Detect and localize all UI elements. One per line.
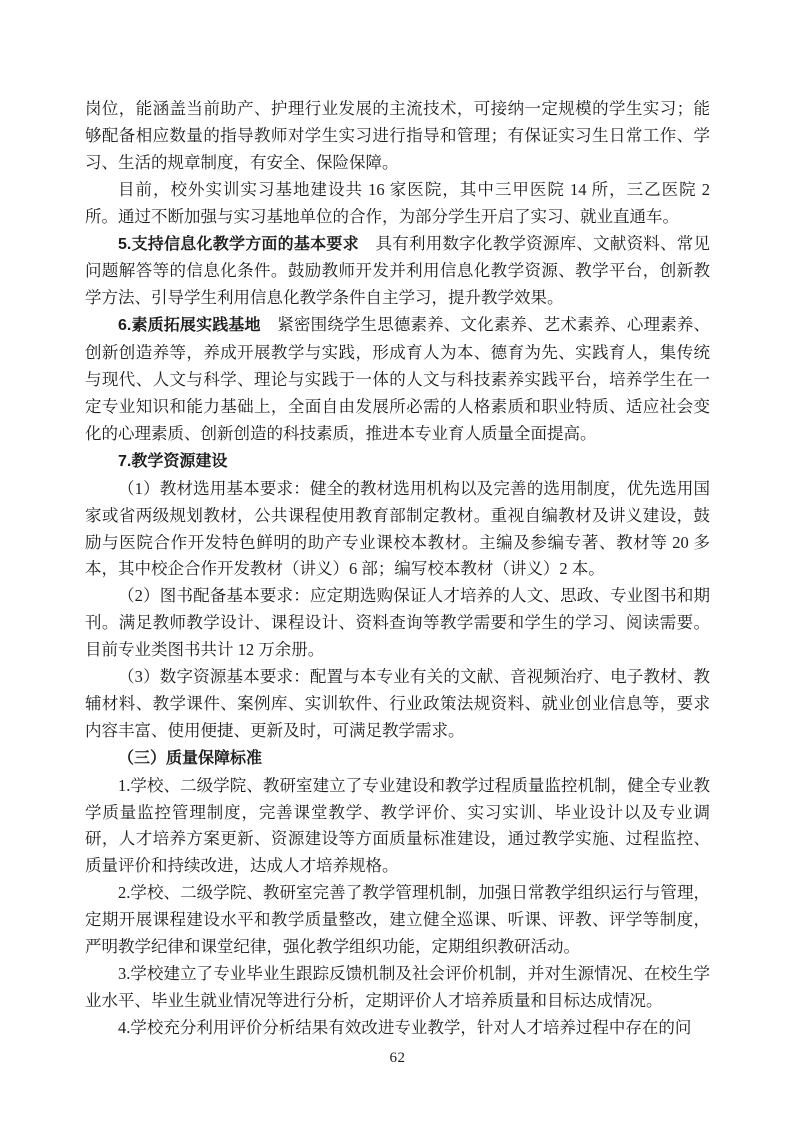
paragraph-quality-heading [85, 745, 710, 773]
quality-assurance-heading: （三）质量保障标准 [118, 749, 263, 767]
paragraph-section-6 [85, 312, 710, 448]
paragraph-quality-2 [85, 880, 710, 961]
paragraph-quality-3 [85, 961, 710, 1015]
paragraph-text: 目前，校外实训实习基地建设共 16 家医院，其中三甲医院 14 所，三乙医院 2 所。通过不断加强与实习基地单位的合作，为部分学生开启了实习、就业直通车。 [85, 179, 710, 226]
paragraph-textbook-selection [85, 476, 710, 584]
paragraph-text: 2.学校、二级学院、教研室完善了教学管理机制，加强日常教学组织运行与管理，定期开展课程建设水平和教学质量整改，建立健全巡课、听课、评教、评学等制度，严明教学纪律和课堂纪律，强化教学组织功能，定期组织教研活动。 [85, 883, 710, 957]
paragraph-section-7 [85, 448, 710, 476]
paragraph-quality-4 [85, 1015, 710, 1042]
paragraph-training-bases [85, 177, 710, 231]
paragraph-text: 4.学校充分利用评价分析结果有效改进专业教学，针对人才培养过程中存在的问 [118, 1017, 692, 1037]
page-number: 62 [389, 1049, 406, 1066]
paragraph-quality-1 [85, 773, 710, 881]
section-7-heading: 7.教学资源建设 [118, 452, 228, 470]
paragraph-text: 1.学校、二级学院、教研室建立了专业建设和教学过程质量监控机制，健全专业教学质量监控管理制度，完善课堂教学、教学评价、实习实训、毕业设计以及专业调研，人才培养方案更新、资源建设等方面质量标准建设，通过教学实施、过程监控、质量评价和持续改进，达成人才培养规格。 [85, 775, 710, 876]
paragraph-text: 具有利用数字化教学资源库、文献资料、常见问题解答等的信息化条件。鼓励教师开发并利用信息化教学资源、教学平台，创新教学方法、引导学生利用信息化教学条件自主学习，提升教学效果。 [85, 233, 710, 308]
section-6-heading: 6.素质拓展实践基地 [118, 317, 261, 335]
paragraph-library-books [85, 583, 710, 664]
paragraph-continuation [85, 96, 710, 177]
paragraph-text: （2）图书配备基本要求：应定期选购保证人才培养的人文、思政、专业图书和期刊。满足教师教学设计、课程设计、资料查询等教学需要和学生的学习、阅读需要。目前专业类图书共计 12 万余册。 [85, 586, 710, 660]
paragraph-text: （3）数字资源基本要求：配置与本专业有关的文献、音视频治疗、电子教材、教辅材料、教学课件、案例库、实训软件、行业政策法规资料、就业创业信息等，要求内容丰富、使用便捷、更新及时，可满足教学需求。 [85, 667, 710, 740]
paragraph-text: 紧密围绕学生思德素养、文化素养、艺术素养、心理素养、创新创造养等，养成开展教学与实践，形成育人为本、德育为先、实践育人，集传统与现代、人文与科学、理论与实践于一体的人文与科技素养实践平台，培养学生在一定专业知识和能力基础上，全面自由发展所必需的人格素质和职业特质、适应社会变化的心理素质、创新创造的科技素质，推进本专业育人质量全面提高。 [85, 315, 710, 443]
paragraph-section-5 [85, 231, 710, 313]
paragraph-text: 3.学校建立了专业毕业生跟踪反馈机制及社会评价机制，并对生源情况、在校生学业水平、毕业生就业情况等进行分析，定期评价人才培养质量和目标达成情况。 [85, 964, 710, 1010]
paragraph-text: 岗位，能涵盖当前助产、护理行业发展的主流技术，可接纳一定规模的学生实习；能够配备相应数量的指导教师对学生实习进行指导和管理；有保证实习生日常工作、学习、生活的规章制度，有安全、保险保障。 [85, 99, 710, 172]
paragraph-text: （1）教材选用基本要求：健全的教材选用机构以及完善的选用制度，优先选用国家或省两级规划教材，公共课程使用教育部制定教材。重视自编教材及讲义建设，鼓励与医院合作开发特色鲜明的助产专业课校本教材。主编及参编专著、教材等 20 多本，其中校企合作开发教材（讲义）6 部；编写校本教材（讲义）2 本。 [85, 478, 710, 579]
paragraph-digital-resources [85, 664, 710, 745]
section-5-heading: 5.支持信息化教学方面的基本要求 [118, 235, 359, 253]
